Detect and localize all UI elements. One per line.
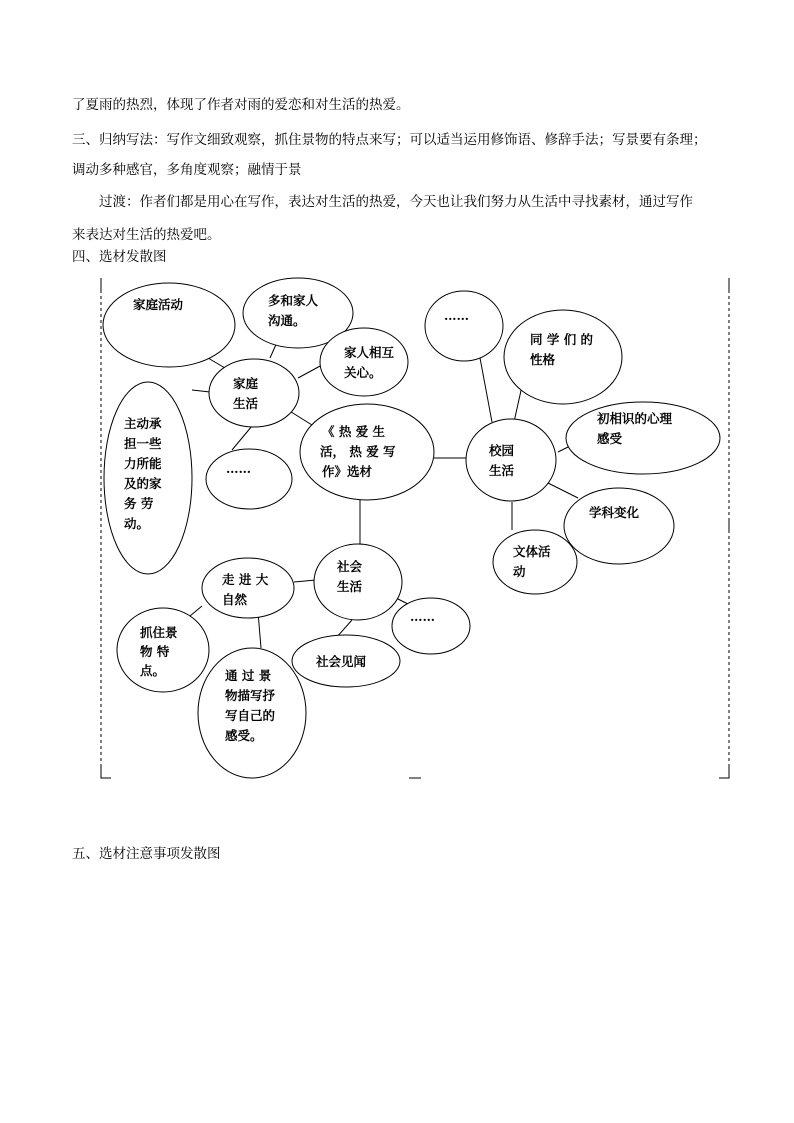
svg-text:抓住景: 抓住景 — [140, 625, 178, 640]
node-social-news — [292, 635, 400, 687]
connector-line — [190, 606, 202, 616]
node-family-activity — [103, 283, 235, 367]
svg-text:力所能: 力所能 — [124, 456, 162, 471]
svg-text:……: …… — [410, 609, 435, 624]
connector-line — [192, 390, 210, 392]
svg-text:多和家人: 多和家人 — [268, 293, 319, 308]
svg-text:走 进 大: 走 进 大 — [222, 572, 269, 587]
svg-text:学科变化: 学科变化 — [589, 505, 640, 520]
svg-text:……: …… — [444, 308, 469, 323]
svg-text:校园: 校园 — [489, 443, 515, 458]
connector-line — [546, 482, 578, 498]
node-first-meet — [566, 402, 720, 474]
node-nature — [202, 558, 294, 618]
node-care — [320, 328, 408, 396]
connector-line — [208, 358, 225, 368]
svg-text:写自己的: 写自己的 — [225, 708, 276, 723]
node-scenery-features — [117, 608, 209, 692]
paragraph-line: 三、归纳写法：写作文细致观察，抓住景物的特点来写；可以适当运用修饰语、修辞手法；写景要有条理； — [72, 132, 707, 148]
svg-text:及的家: 及的家 — [124, 476, 162, 491]
section-heading-5: 五、选材注意事项发散图 — [72, 846, 221, 862]
svg-text:家庭活动: 家庭活动 — [133, 297, 184, 312]
svg-text:同 学 们 的: 同 学 们 的 — [530, 332, 594, 347]
svg-text:感受。: 感受。 — [225, 728, 263, 743]
node-express-feelings — [198, 648, 306, 778]
svg-text:点。: 点。 — [140, 663, 166, 678]
svg-text:《 热 爱 生: 《 热 爱 生 — [322, 424, 386, 439]
node-sports-arts — [493, 530, 577, 594]
paragraph-line: 来表达对生活的热爱吧。 — [72, 227, 221, 243]
paragraph-line: 调动多种感官，多角度观察；融情于景 — [72, 162, 302, 178]
svg-text:性格: 性格 — [530, 352, 556, 367]
connector-line — [514, 386, 522, 422]
svg-text:生活: 生活 — [489, 463, 515, 478]
node-family-more — [206, 449, 292, 509]
svg-text:担一些: 担一些 — [124, 436, 162, 451]
connector-line — [232, 426, 252, 450]
svg-text:家人相互: 家人相互 — [344, 345, 395, 360]
node-social-life — [314, 544, 402, 620]
svg-text:动: 动 — [513, 564, 526, 579]
svg-text:……: …… — [226, 461, 251, 476]
svg-text:物 特: 物 特 — [140, 644, 170, 659]
svg-text:自然: 自然 — [222, 592, 248, 607]
node-chores — [104, 382, 192, 574]
section-heading-4: 四、选材发散图 — [72, 249, 167, 265]
paragraph-line: 过渡：作者们都是用心在写作，表达对生活的热爱，今天也让我们努力从生活中寻找素材，通过写作 — [99, 194, 693, 210]
svg-text:初相识的心理: 初相识的心理 — [597, 411, 673, 426]
paragraph-line: 了夏雨的热烈，体现了作者对雨的爱恋和对生活的热爱。 — [72, 97, 410, 113]
svg-text:生活: 生活 — [233, 396, 259, 411]
svg-text:物描写抒: 物描写抒 — [225, 688, 276, 703]
node-campus-life — [466, 419, 556, 501]
svg-text:主动承: 主动承 — [124, 416, 162, 431]
connector-line — [480, 358, 492, 422]
svg-text:通 过 景: 通 过 景 — [225, 668, 272, 683]
node-social-more — [392, 598, 470, 654]
svg-text:沟通。: 沟通。 — [268, 313, 306, 328]
node-subjects — [564, 488, 674, 564]
node-campus-more — [425, 291, 503, 361]
node-center — [300, 404, 434, 500]
node-classmates — [504, 310, 622, 404]
svg-text:生活: 生活 — [337, 579, 363, 594]
connector-line — [294, 580, 316, 582]
connector-line — [298, 365, 322, 378]
node-family-life — [209, 359, 299, 427]
svg-text:家庭: 家庭 — [233, 376, 259, 391]
svg-text:社会见闻: 社会见闻 — [316, 654, 367, 669]
svg-text:社会: 社会 — [337, 559, 363, 574]
svg-text:活， 热 爱 写: 活， 热 爱 写 — [320, 444, 396, 459]
svg-text:感受: 感受 — [597, 431, 623, 446]
svg-text:文体活: 文体活 — [513, 544, 551, 559]
svg-text:作》选材: 作》选材 — [322, 464, 373, 479]
svg-text:关心。: 关心。 — [344, 365, 382, 380]
svg-text:务 劳: 务 劳 — [124, 496, 154, 511]
svg-text:动。: 动。 — [124, 516, 150, 531]
